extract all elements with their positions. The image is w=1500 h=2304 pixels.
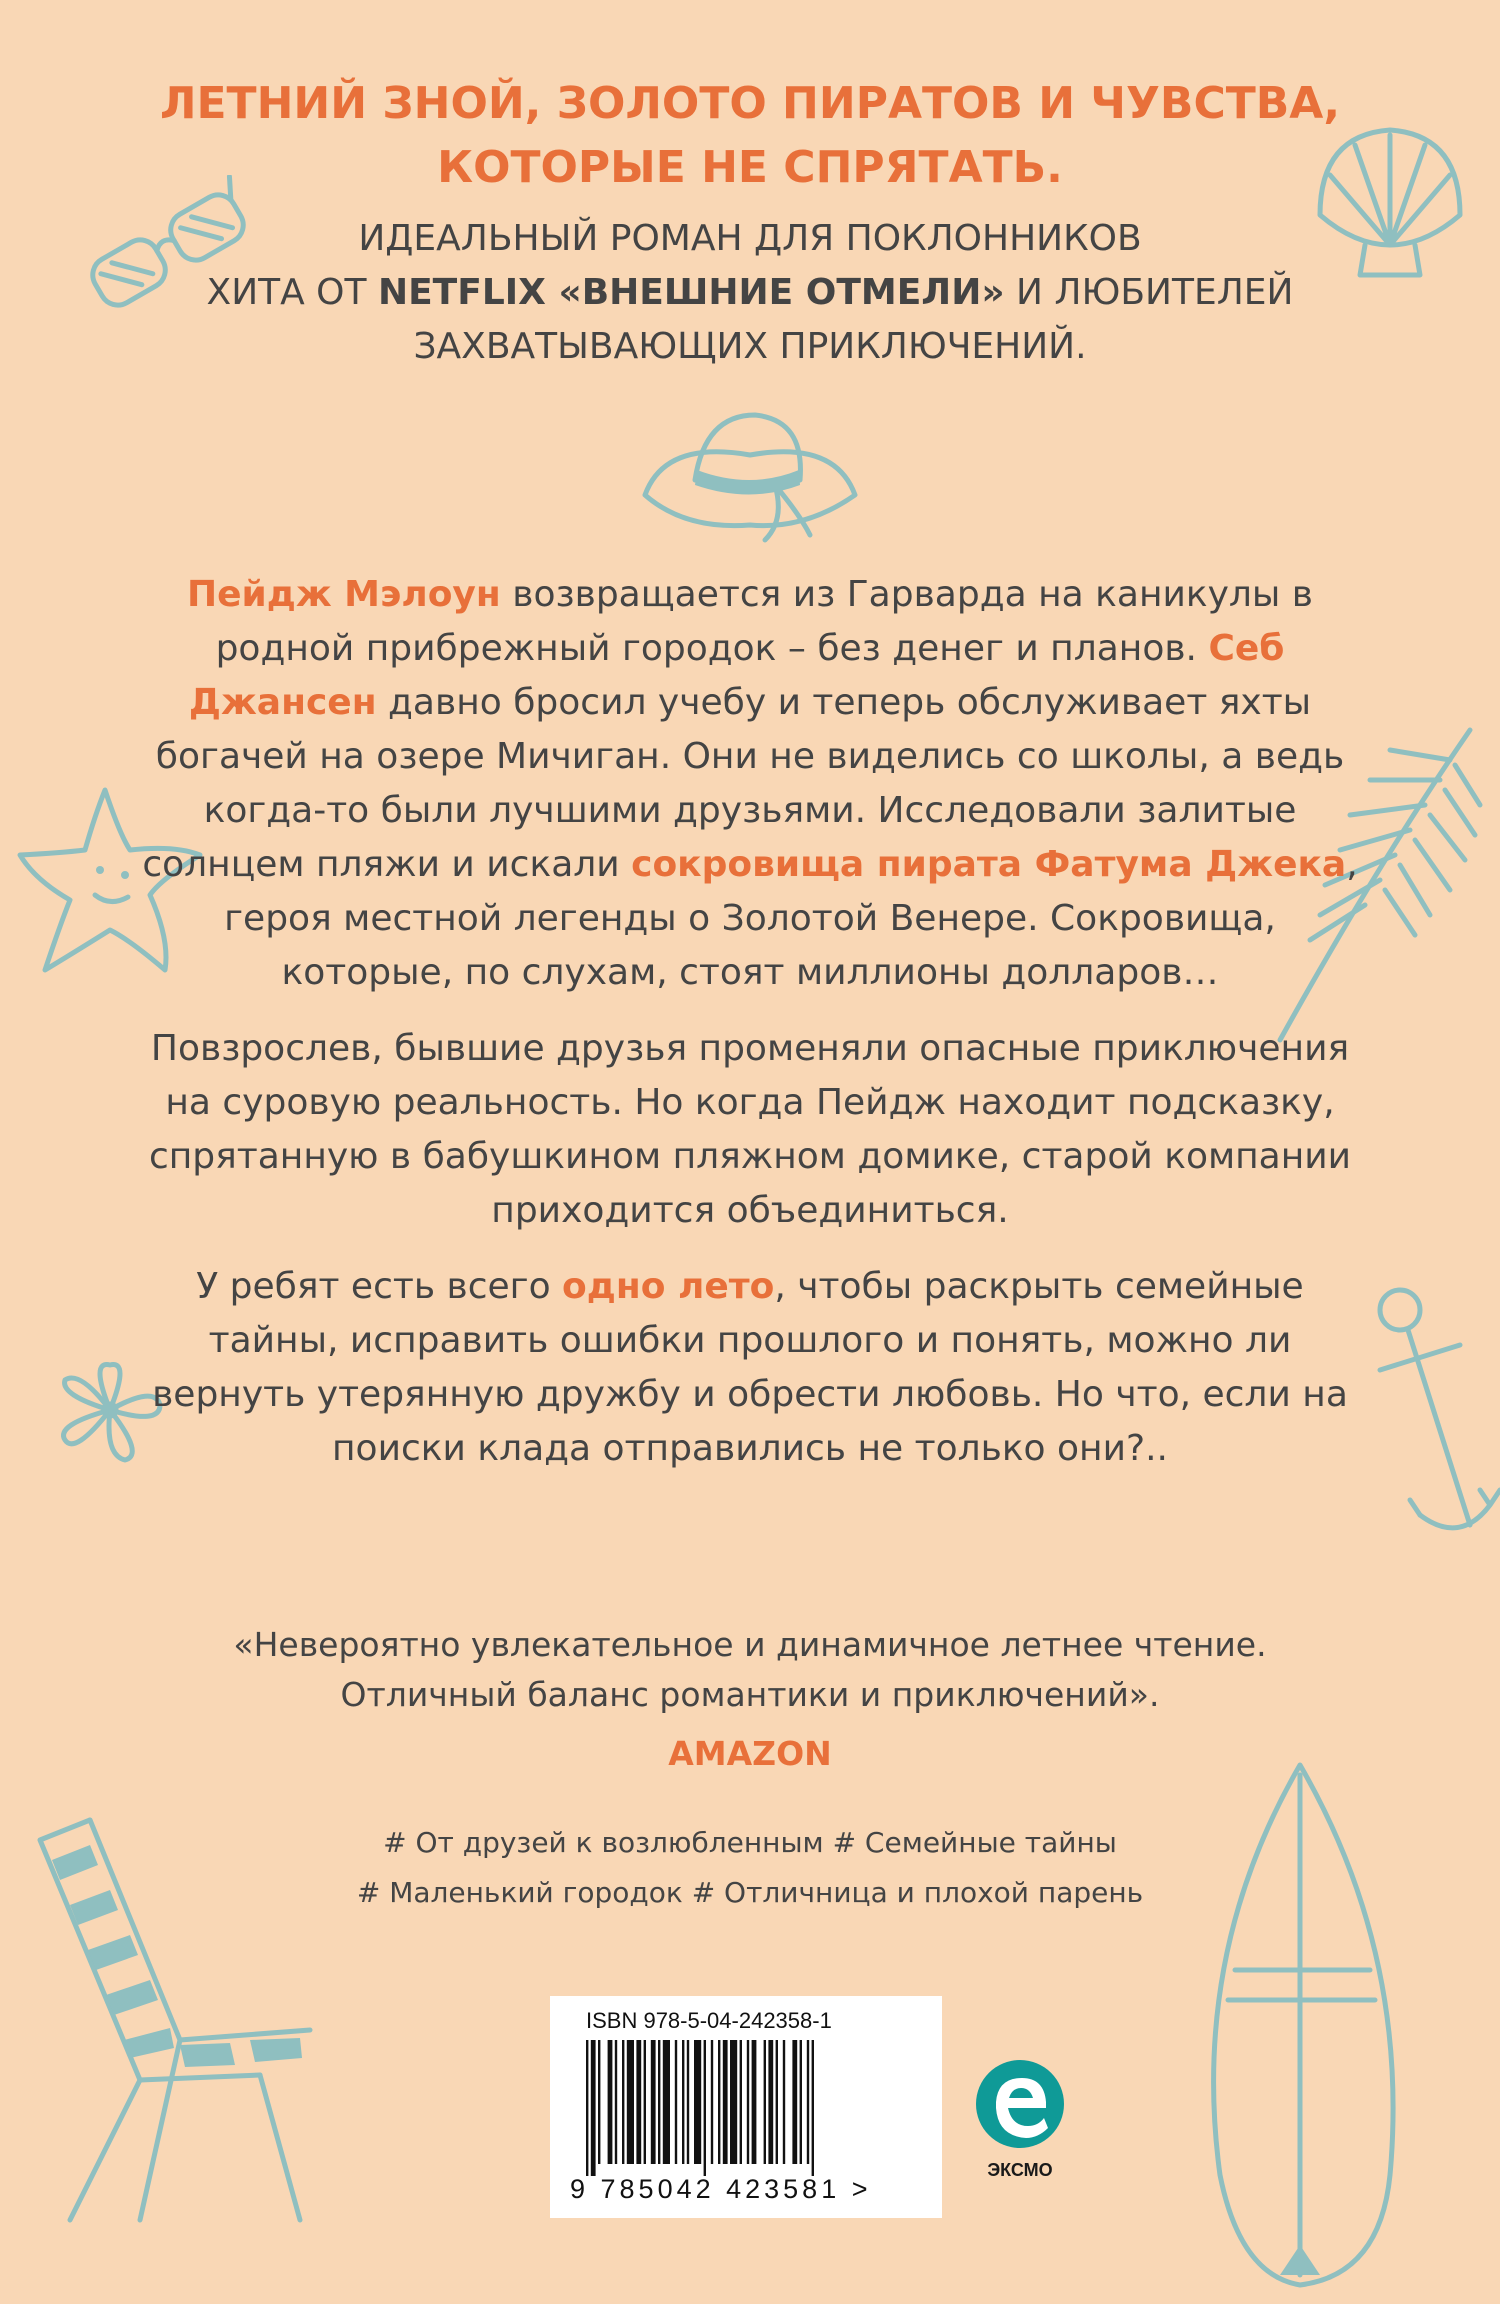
barcode-bar xyxy=(622,2040,624,2164)
barcode-bar xyxy=(723,2040,728,2164)
eksmo-logo-icon xyxy=(972,2056,1068,2152)
barcode-bar xyxy=(800,2040,802,2164)
barcode-bar xyxy=(663,2040,670,2164)
story-paragraph-2: Повзрослев, бывшие друзья променяли опасные приключения на суровую реальность. Но когда Пейдж находит подсказку, спрятанную в бабушкином пляжном домике, старой компании приходится объединиться. xyxy=(148,1028,1352,1231)
character-paige: Пейдж Мэлоун xyxy=(186,574,501,615)
barcode xyxy=(550,1996,942,2218)
barcode-bar xyxy=(764,2040,766,2164)
barcode-bar xyxy=(747,2040,749,2164)
barcode-bar xyxy=(636,2040,641,2164)
barcode-digits: 9 785042 423581 > xyxy=(570,2174,872,2204)
isbn-number: ISBN 978-5-04-242358-1 xyxy=(586,2008,832,2033)
quote-source: AMAZON xyxy=(668,1734,832,1773)
story-paragraph-3 xyxy=(140,1260,1360,1476)
story-p1-text-2: давно бросил учебу и теперь обслуживает яхты богачей на озере Мичиган. Они не виделись со школы, а ведь когда-то были лучшими друзьями. Исследовали залитые солнцем пляжи и искали xyxy=(142,682,1345,885)
headline-line-2: КОТОРЫЕ НЕ СПРЯТАТЬ. xyxy=(437,142,1063,193)
barcode-bar xyxy=(718,2040,720,2164)
barcode-bar xyxy=(627,2040,634,2164)
publisher-name: ЭКСМО xyxy=(987,2160,1053,2180)
tags-line-2: # Маленький городок # Отличница и плохой парень xyxy=(356,1876,1144,1909)
sun-hat-icon xyxy=(625,400,875,560)
quote-line-2: Отличный баланс романтики и приключений». xyxy=(340,1675,1160,1714)
subhead-line-1: ИДЕАЛЬНЫЙ РОМАН ДЛЯ ПОКЛОННИКОВ xyxy=(358,218,1142,259)
subhead-line-2-pre: ХИТА ОТ xyxy=(206,272,378,313)
one-summer: одно лето xyxy=(562,1266,775,1307)
story-p3-text-2: , чтобы раскрыть семейные тайны, исправить ошибки прошлого и понять, можно ли вернуть утерянную дружбу и обрести любовь. Но что, если на поиски клада отправились не только они?.. xyxy=(152,1266,1348,1469)
barcode-bar xyxy=(682,2040,684,2164)
barcode-bar xyxy=(792,2040,797,2164)
headline xyxy=(150,72,1350,200)
character-seb: Себ Джансен xyxy=(188,628,1285,723)
subheadline xyxy=(150,212,1350,374)
subhead-netflix: NETFLIX «ВНЕШНИЕ ОТМЕЛИ» xyxy=(377,272,1005,313)
story-paragraph-1 xyxy=(140,568,1360,1000)
story-p1-text-1: возвращается из Гарварда на каникулы в родной прибрежный городок – без денег и планов. xyxy=(215,574,1314,669)
barcode-bar xyxy=(740,2040,742,2164)
subhead-line-3: ЗАХВАТЫВАЮЩИХ ПРИКЛЮЧЕНИЙ. xyxy=(413,326,1087,367)
barcode-bar xyxy=(644,2040,646,2164)
barcode-bar xyxy=(675,2040,677,2164)
barcode-bar xyxy=(711,2040,713,2164)
barcode-bar xyxy=(608,2040,613,2164)
barcode-bar xyxy=(615,2040,617,2164)
barcode-bar xyxy=(768,2040,773,2164)
subhead-line-2-post: И ЛЮБИТЕЛЕЙ xyxy=(1004,272,1294,313)
review-quote xyxy=(150,1620,1350,1720)
barcode-bar xyxy=(598,2040,600,2164)
barcode-bar xyxy=(704,2040,706,2176)
story-p3-text-1: У ребят есть всего xyxy=(196,1266,563,1307)
barcode-bars xyxy=(586,2040,906,2176)
barcode-bar xyxy=(783,2040,785,2164)
barcode-bar xyxy=(591,2040,596,2176)
pirate-treasure: сокровища пирата Фатума Джека xyxy=(631,844,1347,885)
barcode-bar xyxy=(752,2040,757,2164)
barcode-bar xyxy=(651,2040,656,2164)
barcode-bar xyxy=(812,2040,814,2176)
quote-line-1: «Невероятно увлекательное и динамичное летнее чтение. xyxy=(233,1625,1267,1664)
subhead-line-2 xyxy=(150,266,1350,320)
barcode-bar xyxy=(807,2040,809,2164)
story-text xyxy=(140,568,1360,1476)
barcode-bar xyxy=(730,2040,737,2164)
barcode-bar xyxy=(687,2040,689,2164)
hashtags xyxy=(150,1818,1350,1918)
barcode-bar xyxy=(586,2040,588,2176)
headline-line-1: ЛЕТНИЙ ЗНОЙ, ЗОЛОТО ПИРАТОВ И ЧУВСТВА, xyxy=(159,78,1341,129)
story-p1-text-3: , героя местной легенды о Золотой Венере. Сокровища, которые, по слухам, стоят миллионы долларов… xyxy=(224,844,1358,993)
anchor-icon xyxy=(1360,1275,1500,1555)
tags-line-1: # От друзей к возлюбленным # Семейные тайны xyxy=(383,1826,1117,1859)
barcode-bar xyxy=(658,2040,660,2164)
barcode-bar xyxy=(694,2040,701,2164)
barcode-bar xyxy=(776,2040,778,2164)
